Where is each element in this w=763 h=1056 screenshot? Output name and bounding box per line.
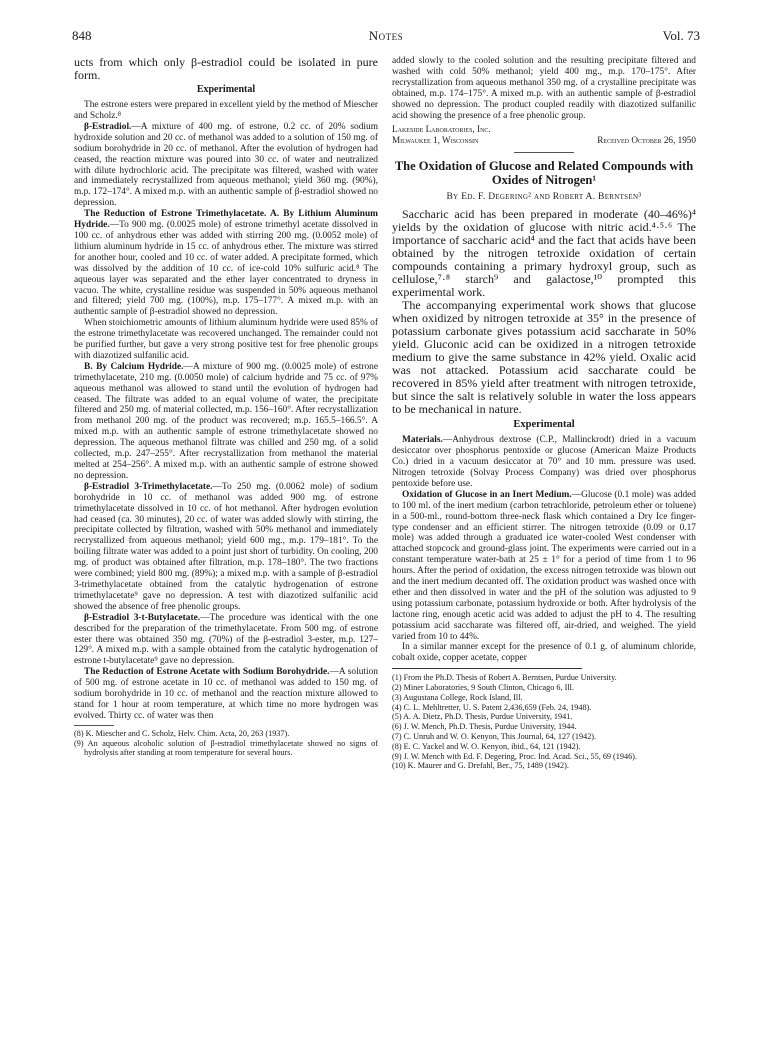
paragraph [74, 362, 378, 482]
paragraph: In a similar manner except for the presence of 0.1 g. of aluminum chloride, cobalt oxide, copper acetate, copper [392, 642, 696, 664]
right-column [392, 56, 696, 1046]
affiliation-lab: Lakeside Laboratories, Inc. [392, 124, 491, 135]
paragraph: When stoichiometric amounts of lithium aluminum hydride were used 85% of the estrone trimethylacetate was recovered unchanged. The remainder could not be purified further, but gave a very strong positive test for free phenolic groups with diazotized sulfanilic acid. [74, 318, 378, 361]
footnote: (9) J. W. Mench with Ed. F. Degering, Proc. Ind. Acad. Sci., 55, 69 (1946). [392, 751, 637, 761]
run-in-heading: β-Estradiol 3-t-Butylacetate. [84, 612, 201, 623]
volume-number: Vol. 73 [662, 28, 700, 43]
footnote: (8) E. C. Yackel and W. O. Kenyon, ibid., 64, 121 (1942). [392, 741, 581, 751]
paragraph: The estrone esters were prepared in excellent yield by the method of Miescher and Scholz.⁸ [74, 100, 378, 121]
footnote: (10) K. Maurer and G. Drefahl, Ber., 75, 1489 (1942). [392, 761, 569, 771]
paragraph [74, 209, 378, 318]
section-title: Notes [368, 28, 404, 43]
paragraph-body: —To 900 mg. (0.0025 mole) of estrone trimethyl acetate dissolved in 100 cc. of anhydrous ether was added with stirring 200 mg. (0.0052 mole) of lithium aluminum hydride in 15 cc. of anhydrous ether. The mixture was stirred for another hour, cooled and 10 cc. of water added. A precipitate formed, which was dissolved by the addition of 10 cc. of ice-cold 10% sulfuric acid.⁸ The aqueous layer was separated and the ether layer concentrated to dryness in vacuo. The white, crystalline residue was suspended in 50% aqueous methanol and filtered; yield 700 mg. (100%), m.p. 175–177°. A mixed m.p. with an authentic sample of β-estradiol showed no depression. [74, 220, 378, 318]
paragraph-continuation: added slowly to the cooled solution and the resulting precipitate filtered and washed with cold 50% methanol; yield 400 mg., m.p. 170–175°. After recrystallization from aqueous methanol 350 mg. of a crystalline precipitate was obtained, m.p. 174–175°. A mixed m.p. with an authentic sample of β-estradiol showed no depression. The product coupled readily with diazotized sulfanilic acid showing the presence of a free phenolic group. [392, 56, 696, 121]
run-in-heading: Oxidation of Glucose in an Inert Medium. [402, 489, 572, 500]
page-number: 848 [72, 28, 92, 43]
section-heading-experimental: Experimental [196, 84, 256, 96]
footnote: (5) A. A. Dietz, Ph.D. Thesis, Purdue University, 1941. [392, 712, 573, 722]
paragraph-body: —A mixture of 900 mg. (0.0025 mole) of estrone trimethylacetate, 210 mg. (0.0050 mole) of calcium hydride and 75 cc. of 97% aqueous methanol was allowed to stand until the evolution of hydrogen had ceased. The filtrate was added to an equal volume of water, the precipitate filtered and 250 mg. of material collected, m.p. 156–160°. After recrystallization from methanol 200 mg. of the product was recovered; m.p. 165.5–166.5°. A mixed m.p. with an authentic sample of estrone trimethylacetate showed no depression. The aqueous methanol filtrate was chilled and 250 mg. of a solid collected, m.p. 247–255°. After recrystallization from methanol the material melted at 254–256°. A mixed m.p. with an authentic sample of estrone showed no depression. [74, 361, 378, 481]
footnote: (4) C. L. Mehltretter, U. S. Patent 2,436,659 (Feb. 24, 1948). [392, 702, 592, 712]
footnote: (7) C. Unruh and W. O. Kenyon, This Journal, 64, 127 (1942). [392, 732, 597, 742]
intro-paragraph: Saccharic acid has been prepared in moderate (40–46%)⁴ yields by the oxidation of glucose with nitric acid.⁴·⁵·⁶ The importance of saccharic acid⁴ and the fact that acids have been obtained by the nitrogen tetroxide oxidation of certain compounds containing a primary hydroxyl group, such as cellulose,⁷·⁸ starch⁹ and galactose,¹⁰ prompted this experimental work. [392, 207, 696, 300]
footnote-divider [74, 725, 114, 726]
affiliation-city: Milwaukee 1, Wisconsin [392, 135, 479, 146]
paragraph [74, 667, 378, 722]
footnote-divider [392, 668, 582, 669]
footnote: (2) Miner Laboratories, 9 South Clinton, Chicago 6, Ill. [392, 683, 574, 693]
footnote: (8) K. Miescher and C. Scholz, Helv. Chim. Acta, 20, 263 (1937). [74, 728, 290, 738]
section-heading-experimental: Experimental [513, 419, 575, 431]
article-title: The Oxidation of Glucose and Related Compounds with Oxides of Nitrogen¹ [394, 159, 694, 188]
paragraph [74, 613, 378, 668]
footnote: (9) An aqueous alcoholic solution of β-estradiol trimethylacetate showed no signs of hydrolysis after standing at room temperature for several hours. [74, 738, 378, 758]
footnote: (1) From the Ph.D. Thesis of Robert A. Berntsen, Purdue University. [392, 673, 617, 683]
running-header [72, 28, 700, 46]
affiliation-line [392, 135, 696, 146]
footnote: (6) J. W. Mench, Ph.D. Thesis, Purdue University, 1944. [392, 722, 577, 732]
footnote: (3) Augustana College, Rock Island, Ill. [392, 692, 523, 702]
article-divider [514, 152, 574, 153]
paragraph [392, 490, 696, 643]
run-in-heading: Materials. [402, 435, 443, 446]
paragraph-body: —A solution of 500 mg. of estrone acetate in 10 cc. of methanol was added to 150 mg. of sodium borohydride in 10 cc. of methanol and the reaction mixture allowed to stand for 1 hour at room temperature, at which time no more hydrogen was evolved. Thirty cc. of water was then [74, 667, 378, 721]
left-column [74, 56, 378, 1036]
run-in-heading: The Reduction of Estrone Trimethylacetate. A. By Lithium Aluminum Hydride. [74, 209, 378, 231]
paragraph-body: —The procedure was identical with the one described for the preparation of the trimethylacetate. From 500 mg. of estrone ester there was obtained 350 mg. (70%) of the β-estradiol 3-ester, m.p. 127–129°. A mixed m.p. with a sample obtained from the catalytic hydrogenation of estrone t-butylacetate⁹ gave no depression. [74, 612, 378, 667]
paragraph-body: —A mixture of 400 mg. of estrone, 0.2 cc. of 20% sodium hydroxide solution and 20 cc. of methanol was added to a solution of 150 mg. of sodium borohydride in 20 cc. of methanol. After the evolution of hydrogen had ceased, the reaction mixture was poured into 30 cc. of water and neutralized with dilute hydrochloric acid. The precipitate was filtered, washed with water and immediately recrystallized from aqueous methanol; yield 360 mg. (90%), m.p. 172–174°. A mixed m.p. with an authentic sample of β-estradiol showed no depression. [74, 121, 378, 209]
paragraph [392, 435, 696, 490]
paragraph-body: —Glucose (0.1 mole) was added to 100 ml. of the inert medium (carbon tetrachloride, petroleum ether or toluene) in a 500-ml., round-bottom three-neck flask which contained a Dry Ice finger-type condenser and an efficient stirrer. The nitrogen tetroxide (0.09 or 0.17 mole) was added through a graduated ice water-cooled West condenser with attached stopcock and ground-glass joint. The experiments were carried out in a constant temperature water-bath at 25 ± 1° for a period of time from 1 to 96 hours. After the period of oxidation, the excess nitrogen tetroxide was blown out and the inert medium decanted off. The oxidation product was washed once with ether and then dissolved in water and the pH of the solution was adjusted to 9 using potassium carbonate, potassium hydroxide or both. After hydrolysis of the lactone ring, enough acetic acid was added to adjust the pH to 4. The resulting potassium acid saccharate was filtered off, air-dried, and weighed. The yield varied from 10 to 44%. [392, 489, 696, 642]
run-in-heading: B. By Calcium Hydride. [84, 361, 184, 372]
run-in-heading: β-Estradiol. [84, 121, 132, 132]
article-byline: By Ed. F. Degering² and Robert A. Berntsen³ [446, 192, 642, 203]
paragraph-continuation: ucts from which only β-estradiol could be isolated in pure form. [74, 56, 378, 83]
received-date: Received October 26, 1950 [597, 135, 696, 146]
paragraph [74, 482, 378, 613]
paragraph-body: —Anhydrous dextrose (C.P., Mallinckrodt) dried in a vacuum desiccator over phosphorus pentoxide or glucose (American Maize Products Co.) dried in a vacuum desiccator at 70° and 10 mm. pressure was used. Nitrogen tetroxide (Solvay Process Company) was dried over phosphorus pentoxide before use. [392, 435, 696, 489]
run-in-heading: β-Estradiol 3-Trimethylacetate. [84, 481, 213, 492]
paragraph [74, 122, 378, 209]
run-in-heading: The Reduction of Estrone Acetate with Sodium Borohydride. [84, 667, 330, 678]
intro-paragraph: The accompanying experimental work shows that glucose when oxidized by nitrogen tetroxide at 35° in the presence of potassium carbonate gives potassium acid saccharate in 50% yield. Gluconic acid can be oxidized in a nitrogen tetroxide medium to give the same substance in 42% yield. Oxalic acid was not attacked. Potassium acid saccharate could be recovered in 85% yield after treatment with nitrogen tetroxide, but since the salt is relatively soluble in water the loss appears to be mechanical in nature. [392, 298, 696, 417]
paragraph-body: —To 250 mg. (0.0062 mole) of sodium borohydride in 10 cc. of methanol was added 900 mg. of estrone trimethylacetate dissolved in 10 cc. of hot methanol. After hydrogen evolution had ceased (ca. 30 minutes), 20 cc. of water was added slowly with stirring, the precipitate collected by filtration, washed with 50% methanol and immediately recrystallized from aqueous methanol; yield 600 mg., m.p. 179–181°. To the boiling filtrate water was added to a point just short of turbidity. On cooling, 200 mg. of product was obtained after filtration, m.p. 178–180°. The two fractions were combined; yield 800 mg. (89%); a mixed m.p. with a sample of β-estradiol 3-trimethylacetate obtained from the catalytic hydrogenation of estrone trimethylacetate⁹ gave no depression. A test with diazotized sulfanilic acid showed the absence of free phenolic groups. [74, 481, 378, 612]
